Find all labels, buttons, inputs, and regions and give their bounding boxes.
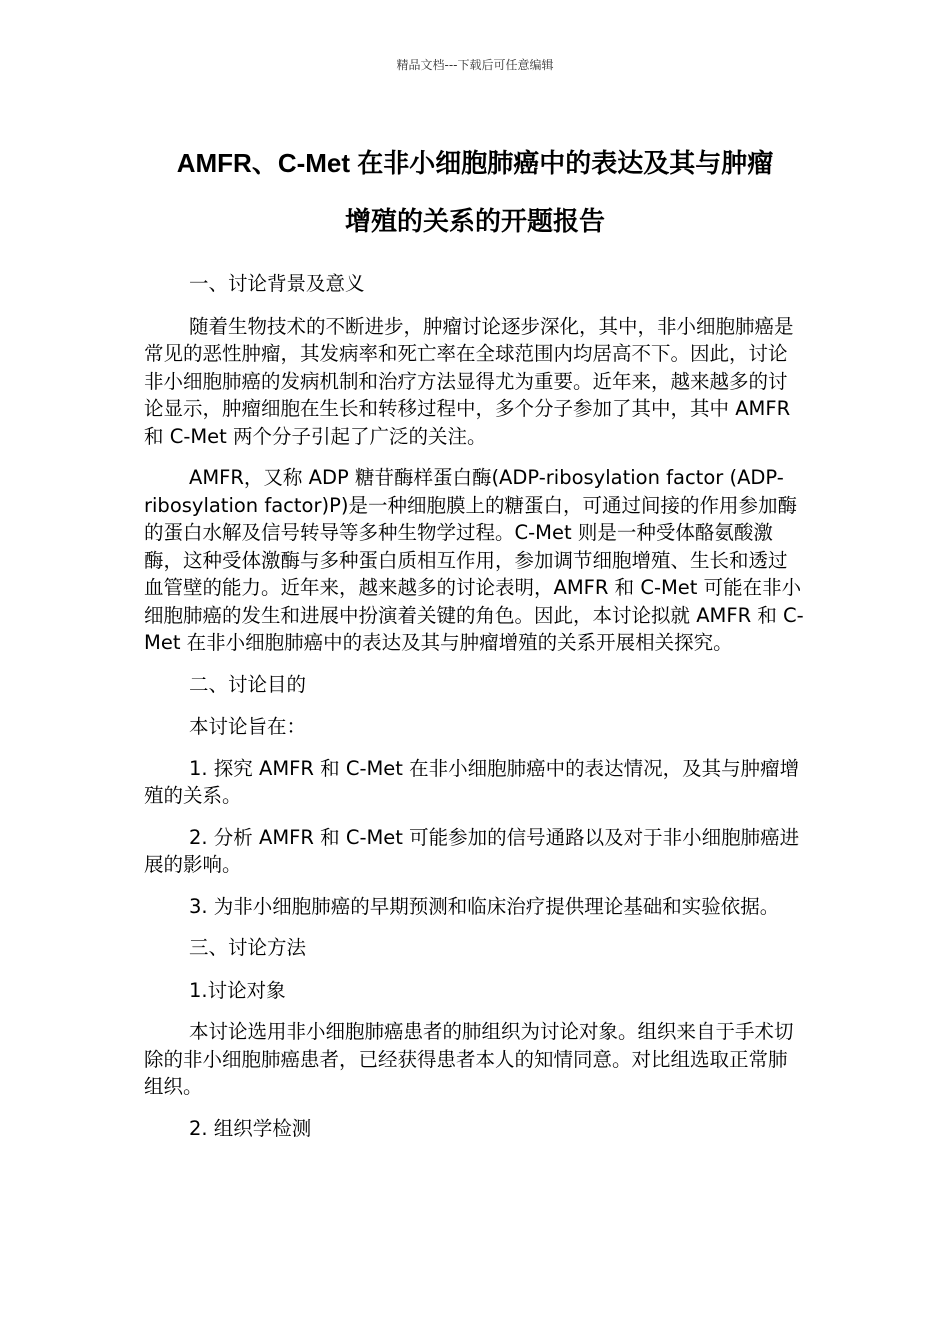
objective-item-3: 3. 为非小细胞肺癌的早期预测和临床治疗提供理论基础和实验依据。 [189,894,780,918]
subheading-study-subjects: 1.讨论对象 [189,978,286,1002]
objective-item-2: 2. 分析 AMFR 和 C-Met 可能参加的信号通路以及对于非小细胞肺癌进展的影响。 [144,825,800,876]
paragraph-background-1: 随着生物技术的不断进步，肿瘤讨论逐步深化，其中，非小细胞肺癌是常见的恶性肿瘤，其发病率和死亡率在全球范围内均居高不下。因此，讨论非小细胞肺癌的发病机制和治疗方法显得尤为重要。近年来，越来越多的讨论显示，肿瘤细胞在生长和转移过程中，多个分子参加了其中，其中 AMFR 和 C-Met 两个分子引起了广泛的关注。 [144,314,794,448]
document-title-line-1: AMFR、C-Met 在非小细胞肺癌中的表达及其与肿瘤 [176,148,774,178]
paragraph-background-2: AMFR，又称 ADP 糖苷酶样蛋白酶(ADP-ribosylation factor (ADP-ribosylation factor)P)是一种细胞膜上的糖蛋白，可通过间接的作用参加酶的蛋白水解及信号转导等多种生物学过程。C-Met 则是一种受体酪氨酸激酶，这种受体激酶与多种蛋白质相互作用，参加调节细胞增殖、生长和透过血管壁的能力。近年来，越来越多的讨论表明，AMFR 和 C-Met 可能在非小细胞肺癌的发生和进展中扮演着关键的角色。因此，本讨论拟就 AMFR 和 C-Met 在非小细胞肺癌中的表达及其与肿瘤增殖的关系开展相关探究。 [144,466,804,654]
section-heading-background: 一、讨论背景及意义 [189,272,365,295]
document-title [140,134,810,250]
page-header-note: 精品文档---下载后可任意编辑 [396,58,554,72]
document-title-line-2: 增殖的关系的开题报告 [344,206,605,236]
paragraph-objectives-intro: 本讨论旨在： [189,715,307,738]
section-heading-methods: 三、讨论方法 [189,936,307,959]
paragraph-study-subjects: 本讨论选用非小细胞肺癌患者的肺组织为讨论对象。组织来自于手术切除的非小细胞肺癌患者，已经获得患者本人的知情同意。对比组选取正常肺组织。 [144,1020,794,1098]
subheading-histology: 2. 组织学检测 [189,1116,312,1140]
objective-item-1: 1. 探究 AMFR 和 C-Met 在非小细胞肺癌中的表达情况，及其与肿瘤增殖的关系。 [144,756,800,807]
section-heading-objectives: 二、讨论目的 [189,672,307,696]
document-body [144,270,806,1156]
